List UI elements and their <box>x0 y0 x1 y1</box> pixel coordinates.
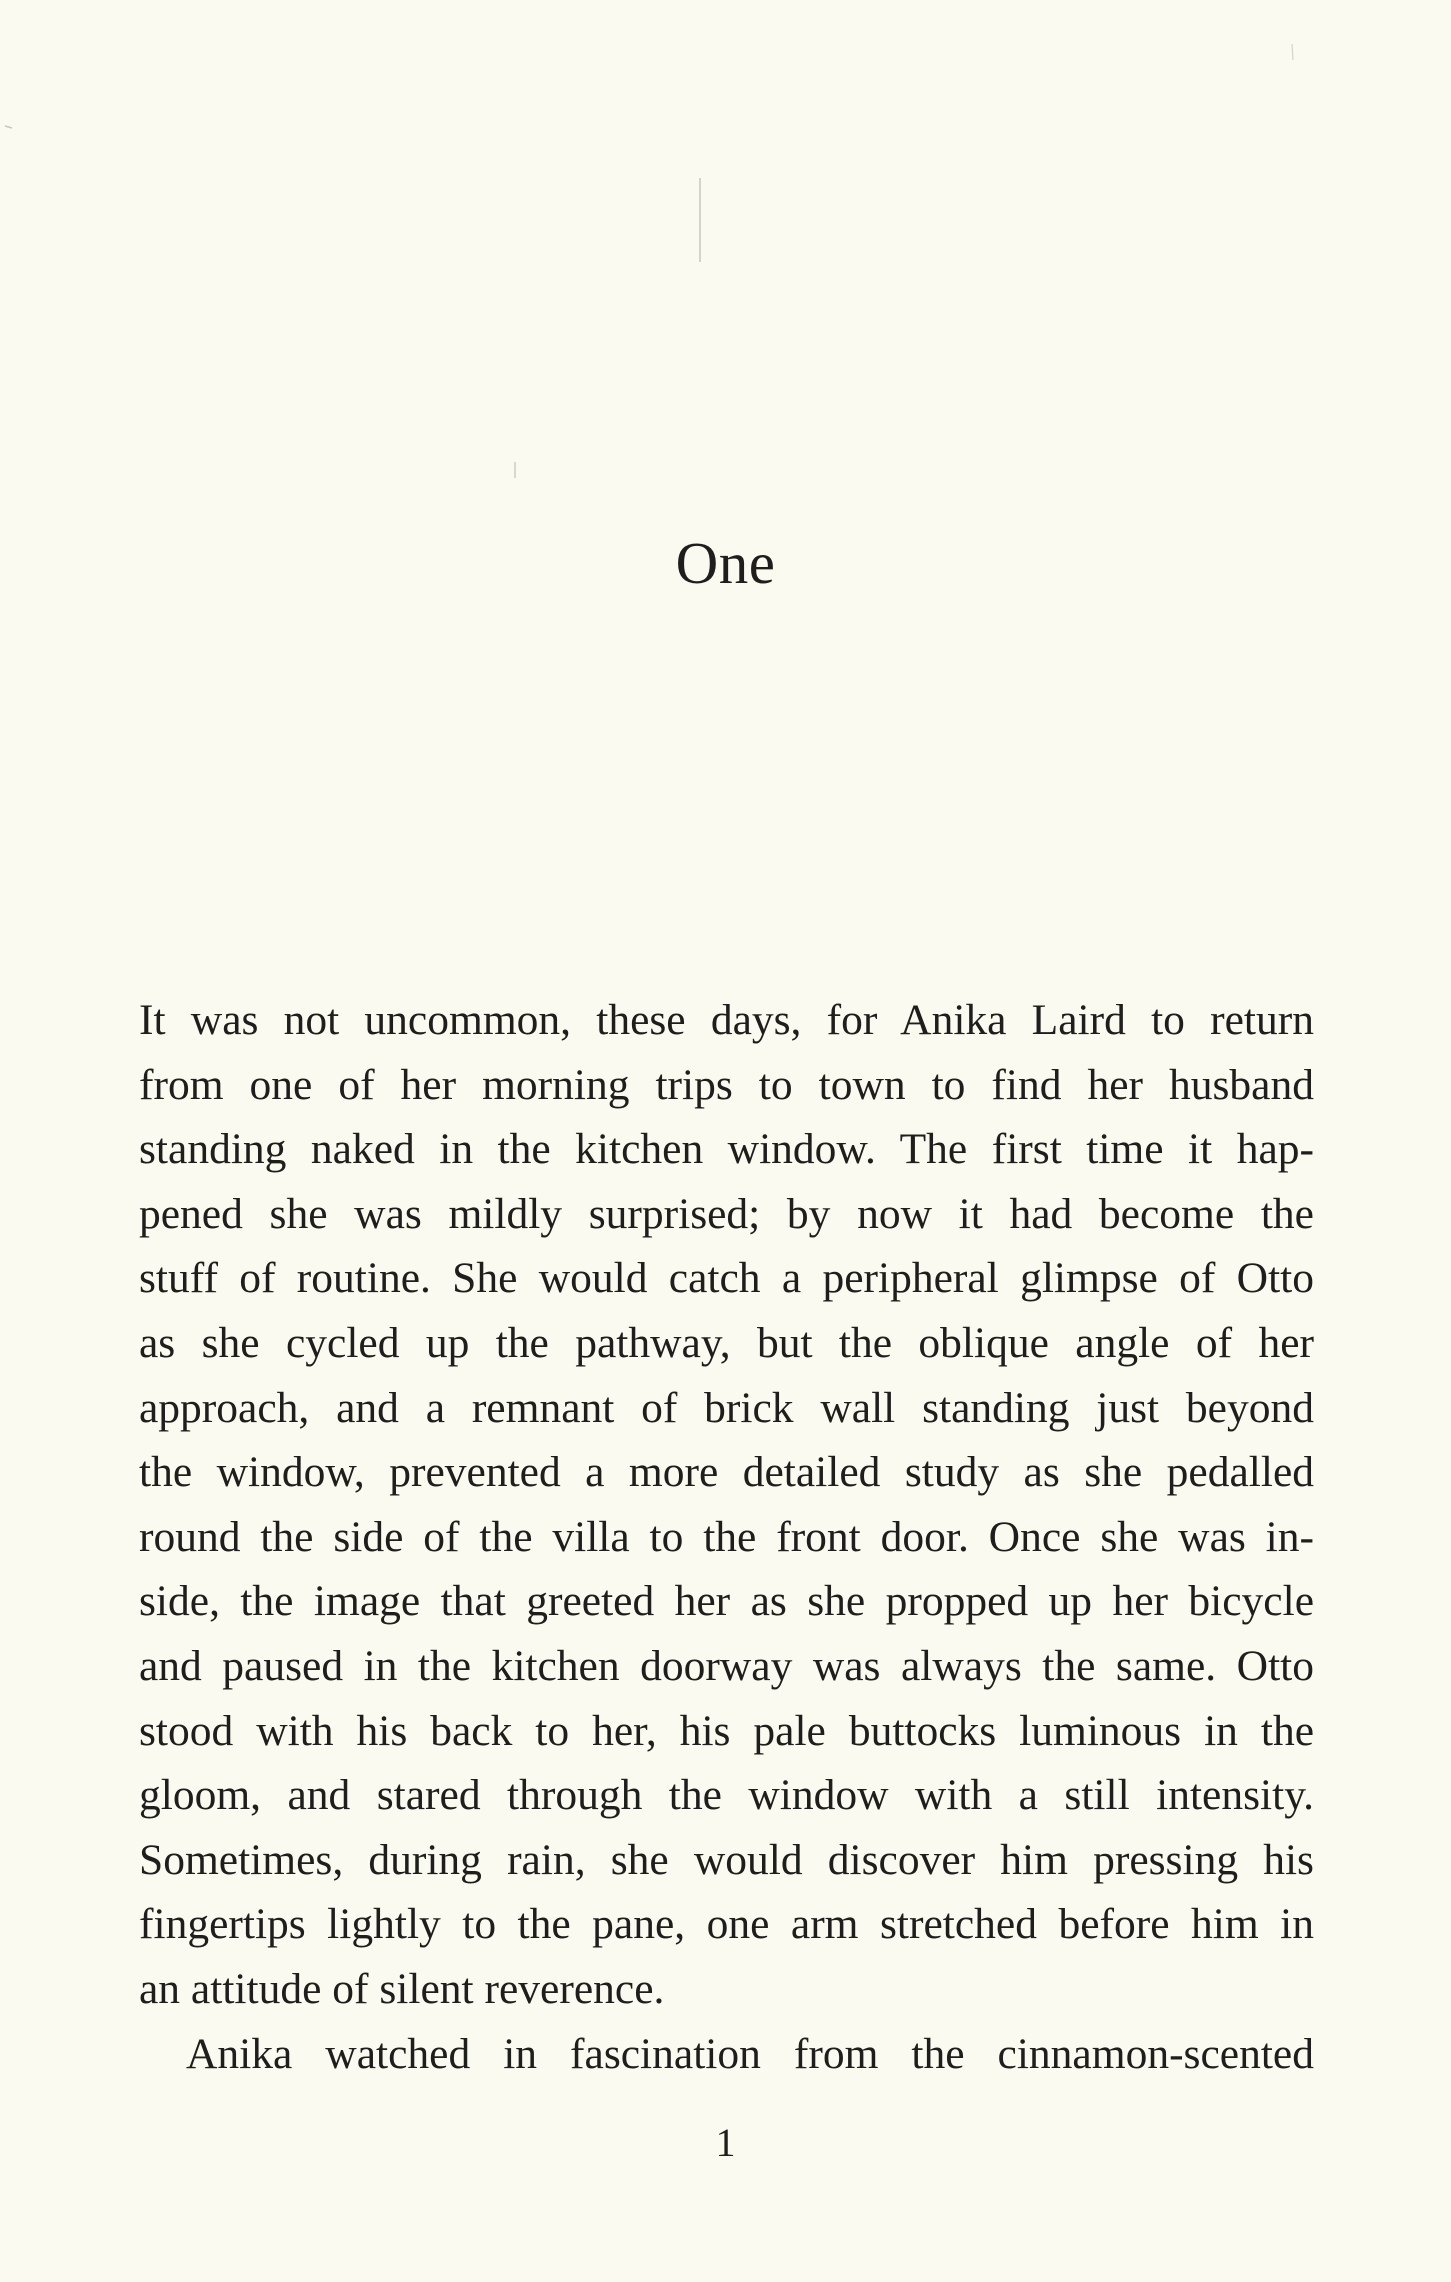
text-line: fingertips lightly to the pane, one arm stretched before him in <box>139 1900 1314 1949</box>
text-line: standing naked in the kitchen window. The first time it hap- <box>139 1125 1314 1174</box>
text-line: stuff of routine. She would catch a peripheral glimpse of Otto <box>139 1254 1314 1303</box>
text-line: Sometimes, during rain, she would discover him pressing his <box>139 1835 1314 1884</box>
text-line: the window, prevented a more detailed study as she pedalled <box>139 1448 1314 1497</box>
text-line: gloom, and stared through the window with a still intensity. <box>139 1771 1314 1820</box>
page-number: 1 <box>715 2120 736 2165</box>
text-line: as she cycled up the pathway, but the oblique angle of her <box>139 1318 1314 1367</box>
text-line: side, the image that greeted her as she propped up her bicycle <box>139 1577 1314 1626</box>
text-line: from one of her morning trips to town to find her husband <box>139 1060 1314 1109</box>
paragraph-1 <box>139 988 1314 2022</box>
text-line: and paused in the kitchen doorway was always the same. Otto <box>139 1641 1314 1690</box>
text-line: round the side of the villa to the front door. Once she was in- <box>139 1512 1314 1561</box>
paragraph-2 <box>139 2022 1314 2087</box>
text-line: pened she was mildly surprised; by now it had become the <box>139 1189 1314 1238</box>
paper-speck <box>5 126 12 128</box>
text-line: approach, and a remnant of brick wall standing just beyond <box>139 1383 1314 1432</box>
text-line: stood with his back to her, his pale buttocks luminous in the <box>139 1706 1314 1755</box>
text-line: an attitude of silent reverence. <box>139 1964 665 2013</box>
chapter-body <box>139 988 1314 2086</box>
chapter-title: One <box>675 530 776 596</box>
text-line: It was not uncommon, these days, for Anika Laird to return <box>139 996 1314 1044</box>
paper-speck <box>1292 44 1293 60</box>
text-line: Anika watched in fascination from the cinnamon-scented <box>186 2029 1314 2078</box>
